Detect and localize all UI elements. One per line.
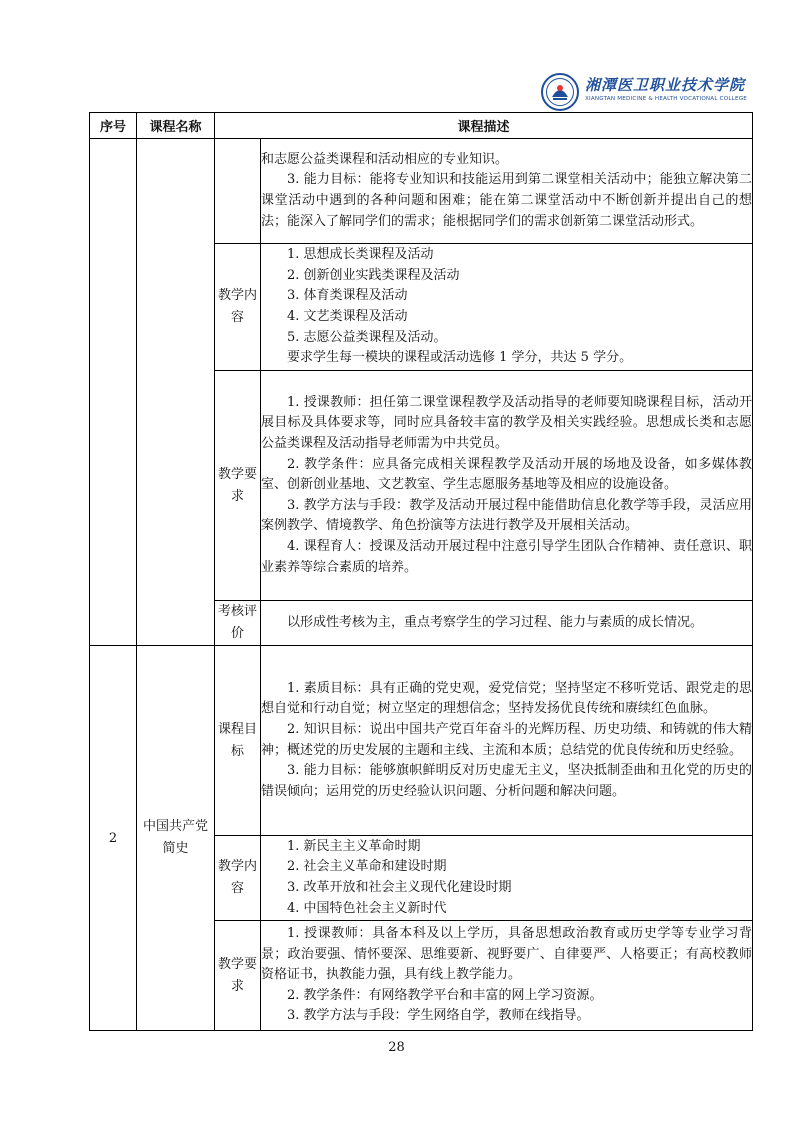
logo-text: 湘潭医卫职业技术学院	[585, 76, 746, 94]
course2-num: 2	[90, 646, 137, 1031]
eval-item: 以形成性考核为主，重点考察学生的学习过程、能力与素质的成长情况。	[287, 614, 704, 630]
content-item: 1. 新民主主义革命时期	[287, 838, 421, 854]
course1-content-desc	[261, 244, 753, 371]
content-item: 4. 文艺类课程及活动	[287, 309, 408, 324]
content-item: 3. 体育类课程及活动	[287, 288, 408, 304]
req-item: 4. 课程育人：授课及活动开展过程中注意引导学生团队合作精神、责任意识、职业素养等综合素质的培养。	[261, 538, 753, 575]
logo-subtext: XIANGTAN MEDICINE & HEALTH VOCATIONAL COLLEGE	[585, 96, 747, 102]
table-header-row	[90, 113, 753, 139]
course1-req-label: 教学要求	[215, 371, 261, 601]
course2-name: 中国共产党简史	[137, 646, 215, 1031]
course1-req-desc	[261, 371, 753, 601]
content-item: 2. 创新创业实践类课程及活动	[287, 267, 460, 283]
req-item: 2. 教学条件：应具备完成相关课程教学及活动开展的场地及设备，如多媒体教室、创新创业基地、文艺教室、学生志愿服务基地等及相应的设施设备。	[261, 456, 753, 493]
goal-item: 2. 知识目标：说出中国共产党百年奋斗的光辉历程、历史功绩、和铸就的伟大精神；概述党的历史发展的主题和主线、主流和本质；总结党的优良传统和历史经验。	[261, 721, 753, 758]
goal-item: 1. 素质目标：具有正确的党史观，爱党信党；坚持坚定不移听党话、跟党走的思想自觉和行动自觉；树立坚定的理想信念；坚持发扬优良传统和赓续红色血脉。	[261, 680, 753, 717]
content-item: 5. 志愿公益类课程及活动。	[287, 329, 447, 345]
college-emblem-icon	[541, 73, 579, 111]
course1-goal-para: 3. 能力目标：能将专业知识和技能运用到第二课堂相关活动中；能独立解决第二课堂活动中遇到的各种问题和困难；能在第二课堂活动中不断创新并提出自己的想法；能深入了解同学们的需求；能根据同学们的需求创新第二课堂活动形式。	[261, 172, 753, 229]
content-item: 1. 思想成长类课程及活动	[287, 247, 434, 263]
course2-content-desc	[261, 836, 753, 921]
req-item: 1. 授课教师：担任第二课堂课程教学及活动指导的老师要知晓课程目标，活动开展目标及具体要求等，同时应具备较丰富的教学及相关实践经验。思想成长类和志愿公益类课程及活动指导老师需为中共党员。	[261, 394, 753, 452]
goal-item: 3. 能力目标：能够旗帜鲜明反对历史虚无主义，坚决抵制歪曲和丑化党的历史的错误倾向；运用党的历史经验认识问题、分析问题和解决问题。	[261, 763, 753, 799]
content-item: 4. 中国特色社会主义新时代	[287, 900, 447, 916]
course2-goal-desc	[261, 646, 753, 836]
req-item: 1. 授课教师：具备本科及以上学历，具备思想政治教育或历史学等专业学习背景；政治要强、情怀要深、思维要新、视野要广、自律要严、人格要正；有高校教师资格证书，执教能力强，具有线上教学能力。	[261, 926, 753, 983]
course2-goal-label: 课程目标	[215, 646, 261, 836]
course1-content-label: 教学内容	[215, 244, 261, 371]
page-number: 28	[388, 1040, 405, 1055]
course2-req-label: 教学要求	[215, 921, 261, 1031]
content-item: 2. 社会主义革命和建设时期	[287, 859, 447, 875]
req-item: 3. 教学方法与手段：学生网络自学，教师在线指导。	[287, 1008, 590, 1024]
college-logo	[541, 73, 771, 113]
course1-goal-row	[90, 139, 753, 244]
course1-goal-desc	[261, 139, 753, 244]
header-desc: 课程描述	[215, 113, 753, 139]
course2-req-desc	[261, 921, 753, 1031]
req-item: 3. 教学方法与手段：教学及活动开展过程中能借助信息化教学等手段，灵活应用案例教学、情境教学、角色扮演等方法进行教学及开展相关活动。	[261, 497, 753, 534]
header-name: 课程名称	[137, 113, 215, 139]
course1-num-cell	[90, 139, 137, 646]
course-table	[89, 112, 753, 1031]
header-num: 序号	[90, 113, 137, 139]
course2-goal-row	[90, 646, 753, 836]
content-item: 3. 改革开放和社会主义现代化建设时期	[287, 880, 512, 895]
course1-eval-desc	[261, 601, 753, 646]
course1-eval-label: 考核评价	[215, 601, 261, 646]
course1-goal-label-cell	[215, 139, 261, 244]
req-item: 2. 教学条件：有网络教学平台和丰富的网上学习资源。	[287, 987, 603, 1003]
course1-name-cell	[137, 139, 215, 646]
content-item: 要求学生每一模块的课程或活动选修 1 学分，共达 5 学分。	[287, 350, 633, 366]
course2-content-label: 教学内容	[215, 836, 261, 921]
course1-goal-line: 和志愿公益类课程和活动相应的专业知识。	[261, 151, 509, 167]
